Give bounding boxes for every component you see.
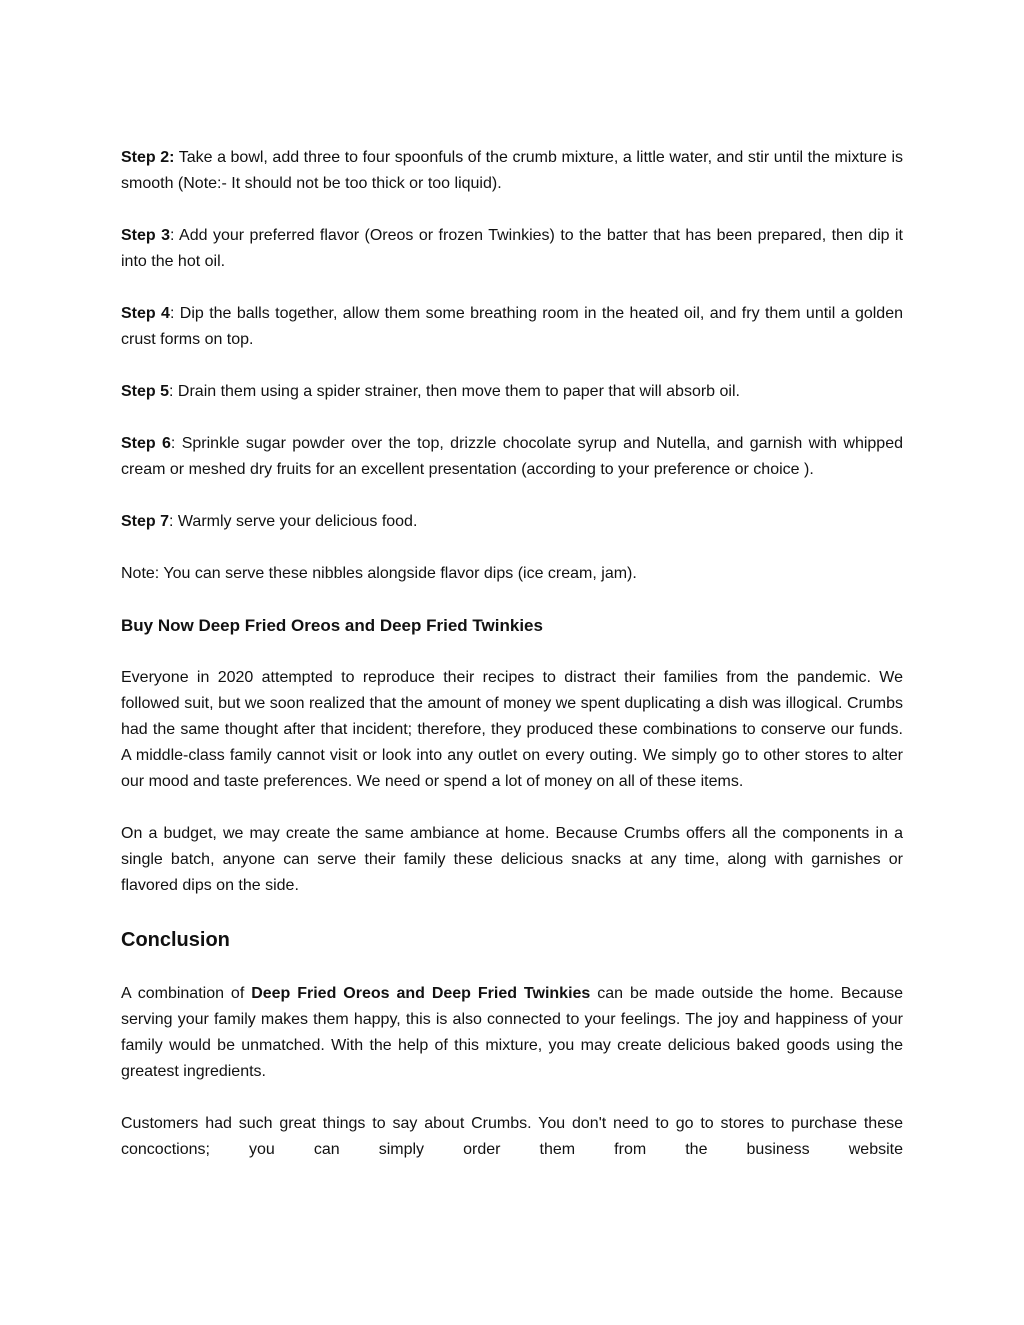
step-6-paragraph [121,431,903,483]
step-2-label: Step 2: [121,149,175,166]
step-2-text: Take a bowl, add three to four spoonfuls of the crumb mixture, a little water, and stir until the mixture is smooth (Note:- It should not be too thick or too liquid). [121,149,904,192]
conclusion-text-after: can be made outside the home. Because serving your family makes them happy, this is also connected to your feelings. The joy and happiness of your family would be unmatched. With the help of this mixture, you may create delicious baked goods using the greatest ingredients. [121,985,903,1080]
step-7-text: : Warmly serve your delicious food. [169,513,418,530]
step-6-text: : Sprinkle sugar powder over the top, drizzle chocolate syrup and Nutella, and garnish with whipped cream or meshed dry fruits for an excellent presentation (according to your preference or choice ). [121,435,903,478]
step-3-text: : Add your preferred flavor (Oreos or frozen Twinkies) to the batter that has been prepared, then dip it into the hot oil. [121,227,904,270]
step-4-paragraph [121,301,903,353]
document-body [121,145,903,1163]
step-3-paragraph [121,223,903,275]
step-5-text: : Drain them using a spider strainer, then move them to paper that will absorb oil. [169,383,740,400]
step-4-label: Step 4 [121,305,170,322]
step-3-label: Step 3 [121,227,171,244]
conclusion-paragraph [121,981,903,1085]
note-paragraph: Note: You can serve these nibbles alongside flavor dips (ice cream, jam). [121,565,637,582]
conclusion-bold-phrase: Deep Fried Oreos and Deep Fried Twinkies [251,985,591,1002]
customers-paragraph: Customers had such great things to say about Crumbs. You don't need to go to stores to purchase these concoctions; you can simply order them from the business website [121,1115,903,1158]
step-2-paragraph [121,145,903,197]
step-6-label: Step 6 [121,435,171,452]
buy-now-heading: Buy Now Deep Fried Oreos and Deep Fried Twinkies [121,616,543,635]
budget-paragraph: On a budget, we may create the same ambiance at home. Because Crumbs offers all the components in a single batch, anyone can serve their family these delicious snacks at any time, along with garnishes or flavored dips on the side. [121,825,903,894]
conclusion-text-before: A combination of [121,985,252,1002]
step-5-paragraph [121,379,903,405]
conclusion-heading: Conclusion [121,929,230,951]
step-4-text: : Dip the balls together, allow them some breathing room in the heated oil, and fry them until a golden crust forms on top. [121,305,904,348]
step-7-paragraph [121,509,903,535]
step-5-label: Step 5 [121,383,170,400]
step-7-label: Step 7 [121,513,170,530]
pandemic-paragraph: Everyone in 2020 attempted to reproduce their recipes to distract their families from the pandemic. We followed suit, but we soon realized that the amount of money we spent duplicating a dish was illogical. Crumbs had the same thought after that incident; therefore, they produced these combinations to conserve our funds. A middle-class family cannot visit or look into any outlet on every outing. We simply go to other stores to alter our mood and taste preferences. We need or spend a lot of money on all of these items. [121,669,903,790]
